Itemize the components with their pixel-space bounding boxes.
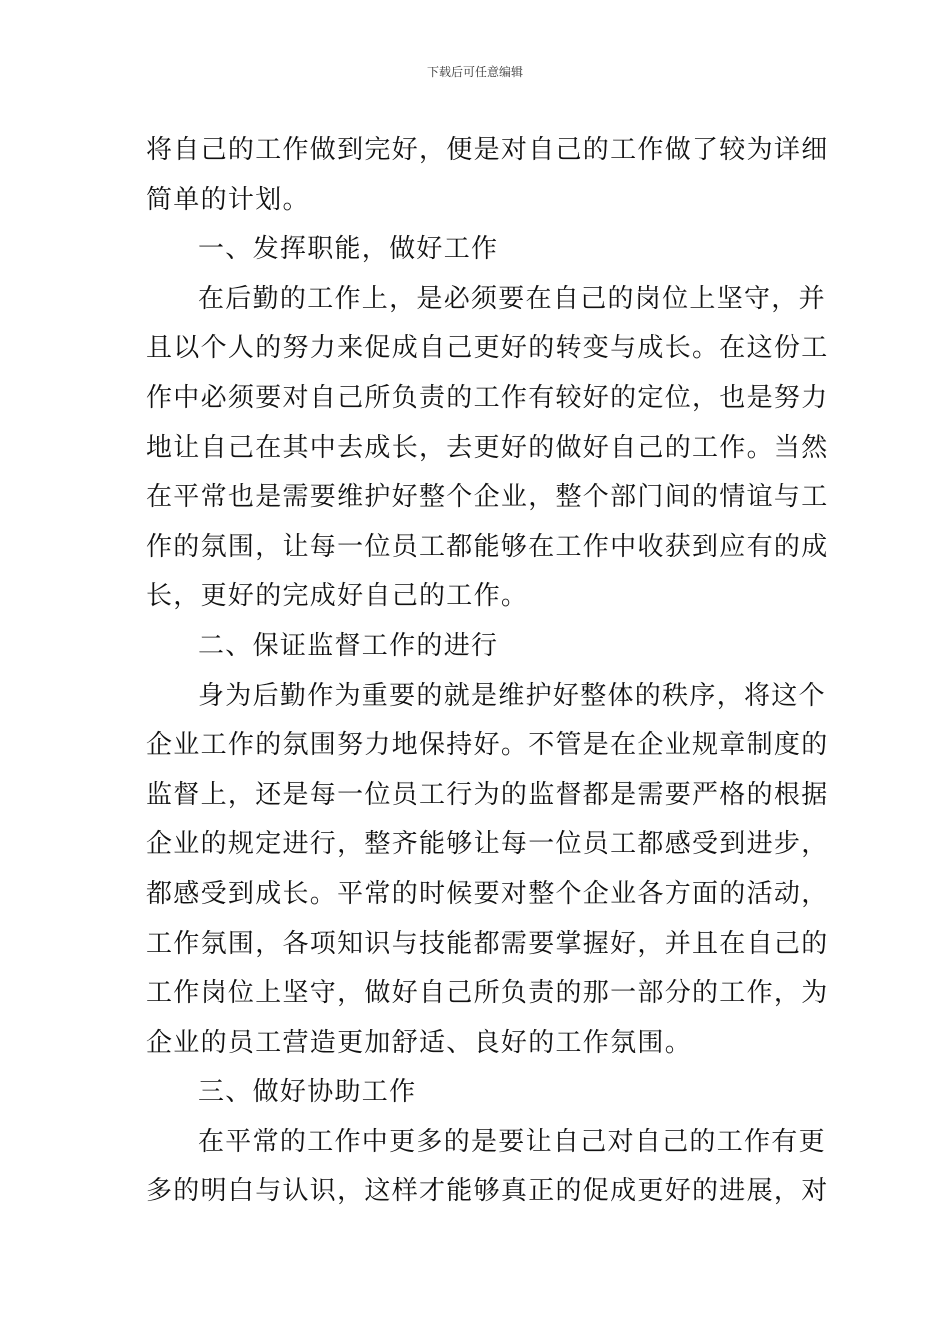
paragraph-first-line: 身为后勤作为重要的就是维护好整体的秩序，将这个 — [198, 680, 826, 711]
paragraph-line: 监督上，还是每一位员工行为的监督都是需要严格的根据 — [146, 779, 829, 810]
paragraph-first-line: 三、做好协助工作 — [198, 1077, 417, 1108]
paragraph-line: 地让自己在其中去成长，去更好的做好自己的工作。当然 — [146, 432, 829, 463]
paragraph-first-line: 在后勤的工作上，是必须要在自己的岗位上坚守，并 — [198, 283, 826, 314]
paragraph-line: 且以个人的努力来促成自己更好的转变与成长。在这份工 — [146, 333, 829, 364]
paragraph-line: 工作岗位上坚守，做好自己所负责的那一部分的工作，为 — [146, 978, 829, 1009]
paragraph-line: 企业的员工营造更加舒适、良好的工作氛围。 — [146, 1027, 693, 1058]
paragraph-line: 简单的计划。 — [146, 184, 310, 215]
paragraph-line: 都感受到成长。平常的时候要对整个企业各方面的活动， — [146, 878, 829, 909]
paragraph-line: 在平常也是需要维护好整个企业，整个部门间的情谊与工 — [146, 482, 829, 513]
paragraph-line: 工作氛围，各项知识与技能都需要掌握好，并且在自己的 — [146, 928, 829, 959]
paragraph-line: 企业的规定进行，整齐能够让每一位员工都感受到进步， — [146, 829, 829, 860]
paragraph-first-line: 二、保证监督工作的进行 — [198, 630, 499, 661]
document-body — [146, 126, 829, 1217]
paragraph-line: 将自己的工作做到完好，便是对自己的工作做了较为详细 — [146, 135, 829, 165]
paragraph-line: 多的明白与认识，这样才能够真正的促成更好的进展，对 — [146, 1176, 829, 1207]
paragraph-line: 长，更好的完成好自己的工作。 — [146, 581, 529, 612]
paragraph-first-line: 在平常的工作中更多的是要让自己对自己的工作有更 — [198, 1126, 826, 1157]
page-header: 下载后可任意编辑 — [426, 65, 523, 79]
paragraph-first-line: 一、发挥职能，做好工作 — [198, 234, 499, 265]
paragraph-line: 企业工作的氛围努力地保持好。不管是在企业规章制度的 — [146, 730, 829, 761]
paragraph-line: 作的氛围，让每一位员工都能够在工作中收获到应有的成 — [146, 531, 829, 562]
paragraph-line: 作中必须要对自己所负责的工作有较好的定位，也是努力 — [146, 382, 829, 413]
